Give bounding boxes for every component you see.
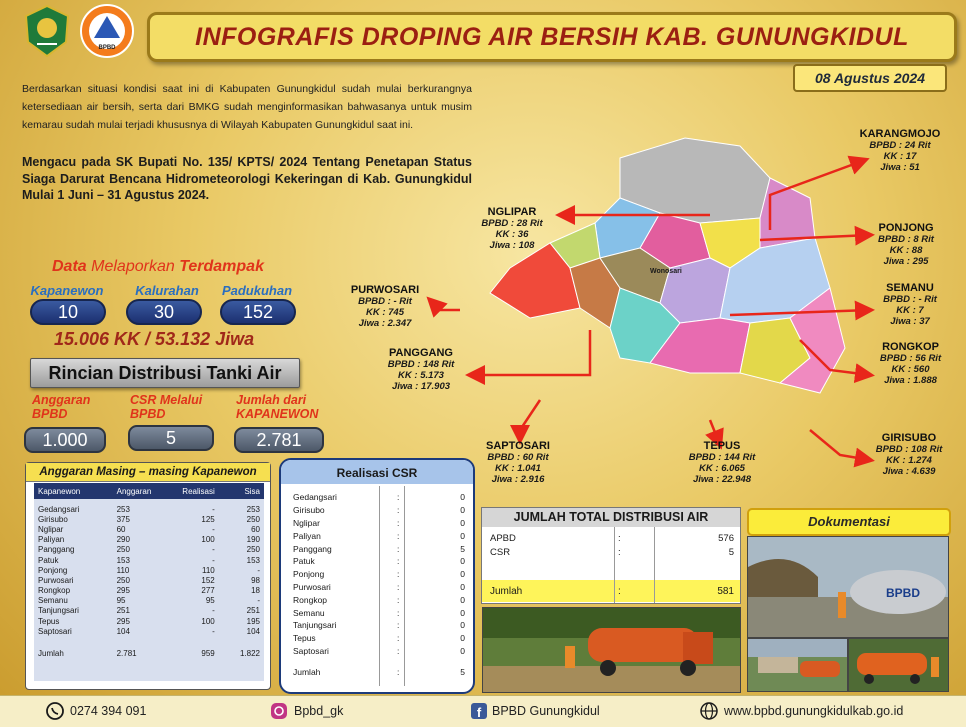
table-cell: 100 [201, 535, 215, 545]
csr-cell: 0 [460, 607, 465, 618]
csr-row: Ponjong : 0 [281, 568, 473, 581]
table-cell: 110 [116, 565, 130, 575]
table-cell: 104 [246, 626, 260, 636]
table-cell: Ponjong [38, 565, 68, 575]
csr-cell: Patuk [293, 556, 315, 567]
dist-value-kapanewon: 2.781 [234, 427, 324, 453]
page-title: INFOGRAFIS DROPING AIR BERSIH KAB. GUNUNGKIDUL [195, 22, 909, 51]
map-label-purwosari: PURWOSARI BPBD : - Rit KK : 745 Jiwa : 2.347 [350, 284, 420, 329]
affected-title: Data Melaporkan Terdampak [52, 258, 264, 275]
kk-jiwa-total: 15.006 KK / 53.132 Jiwa [54, 329, 255, 349]
distribution-title: Rincian Distribusi Tanki Air [30, 358, 300, 388]
csr-row: Semanu : 0 [281, 606, 473, 619]
csr-cell: Saptosari [293, 645, 329, 656]
table-cell: Gedangsari [38, 504, 80, 514]
instagram-icon [270, 702, 288, 725]
truck-label: BPBD [885, 586, 921, 600]
table-cell: Tanjungsari [38, 606, 79, 616]
table-cell: - [212, 545, 215, 555]
decree-paragraph: Mengacu pada SK Bupati No. 135/ KPTS/ 2024 Tentang Penetapan Status Siaga Darurat Bencana Hidrometeorologi Kekeringan di Kab. Gunungkidul Mulai 1 Juni – 31 Agustus 2024. [22, 155, 472, 202]
table-cell: Tepus [38, 616, 60, 626]
table-cell: - [212, 626, 215, 636]
documentation-title: Dokumentasi [747, 508, 951, 536]
csr-cell: 0 [460, 633, 465, 644]
table-cell: 251 [246, 606, 260, 616]
table-cell: 290 [116, 535, 130, 545]
csr-title: Realisasi CSR [281, 460, 473, 484]
csr-row: Panggang : 5 [281, 542, 473, 555]
table-cell: Purwosari [38, 575, 74, 585]
dist-value-apbd: 1.000 [24, 427, 106, 453]
stat-value-kapanewon: 10 [30, 299, 106, 325]
table-cell: 152 [201, 575, 215, 585]
csr-row: Rongkop : 0 [281, 593, 473, 606]
footer-website[interactable]: www.bpbd.gunungkidulkab.go.id [724, 704, 904, 718]
csr-cell: Semanu [293, 607, 325, 618]
facebook-icon [470, 702, 488, 725]
table-cell: 60 [116, 524, 126, 534]
table-cell: 110 [202, 565, 215, 575]
table-cell: 98 [251, 575, 260, 585]
csr-cell: Paliyan [293, 530, 321, 541]
table-cell: 95 [205, 596, 215, 606]
table-cell: 277 [201, 586, 215, 596]
csr-cell: 0 [460, 645, 465, 656]
csr-cell: Tepus [293, 633, 316, 644]
table-cell: 153 [246, 555, 260, 565]
table-cell: 153 [116, 555, 130, 565]
stat-value-kalurahan: 30 [126, 299, 202, 325]
grand-total-title: JUMLAH TOTAL DISTRIBUSI AIR [482, 508, 740, 527]
table-cell: 195 [246, 616, 260, 626]
report-date: 08 Agustus 2024 [793, 64, 947, 92]
table-cell: - [212, 504, 215, 514]
csr-cell: 0 [460, 556, 465, 567]
csr-cell: Ponjong [293, 569, 325, 580]
csr-row: Girisubo : 0 [281, 504, 473, 517]
csr-cell: 0 [460, 492, 465, 503]
csr-cell: 0 [460, 620, 465, 631]
table-cell: 104 [116, 626, 130, 636]
csr-row: Tepus : 0 [281, 632, 473, 645]
dist-value-csr: 5 [128, 425, 214, 451]
table-cell: 250 [246, 514, 260, 524]
map-label-semanu: SEMANU BPBD : - Rit KK : 7 Jiwa : 37 [883, 282, 937, 327]
whatsapp-icon [46, 702, 64, 725]
budget-total-row: Jumlah 2.781 959 1.822 [38, 649, 260, 659]
table-cell: - [212, 555, 215, 565]
table-cell: 18 [251, 586, 260, 596]
col-header: Anggaran [116, 486, 152, 496]
col-header: Kapanewon [38, 486, 81, 496]
map-label-saptosari: SAPTOSARI BPBD : 60 Rit KK : 1.041 Jiwa : 2.916 [486, 440, 550, 485]
csr-row: Saptosari : 0 [281, 645, 473, 658]
csr-cell: 0 [460, 581, 465, 592]
footer [0, 695, 966, 727]
csr-cell: 0 [460, 569, 465, 580]
table-cell: Panggang [38, 545, 75, 555]
map-label-ponjong: PONJONG BPBD : 8 Rit KK : 88 Jiwa : 295 [878, 222, 934, 267]
map-label-nglipar: NGLIPAR BPBD : 28 Rit KK : 36 Jiwa : 108 [481, 206, 543, 251]
csr-cell: 0 [460, 517, 465, 528]
grand-total-sum: Jumlah : 581 [482, 580, 740, 602]
dist-label-kapanewon: Jumlah dari KAPANEWON [236, 393, 319, 421]
footer-phone[interactable]: 0274 394 091 [70, 704, 147, 718]
map-label-girisubo: GIRISUBO BPBD : 108 Rit KK : 1.274 Jiwa : 4.639 [875, 432, 943, 477]
table-cell: 253 [246, 504, 260, 514]
csr-cell: Tanjungsari [293, 620, 337, 631]
csr-cell: Purwosari [293, 581, 331, 592]
table-cell: 190 [246, 535, 260, 545]
table-cell: 125 [201, 514, 215, 524]
table-cell: - [257, 565, 260, 575]
stat-label-padukuhan: Padukuhan [221, 283, 293, 298]
table-cell: 375 [116, 514, 130, 524]
svg-text:f: f [476, 705, 482, 720]
csr-cell: Gedangsari [293, 492, 337, 503]
grand-total-row: CSR : 5 [490, 546, 734, 558]
table-cell: - [257, 596, 260, 606]
stat-value-padukuhan: 152 [220, 299, 296, 325]
csr-cell: Girisubo [293, 505, 325, 516]
col-header: Sisa [244, 486, 260, 496]
map-label-panggang: PANGGANG BPBD : 148 Rit KK : 5.173 Jiwa : 17.903 [387, 347, 455, 392]
grand-total-row: APBD : 576 [490, 532, 734, 544]
intro-paragraph: Berdasarkan situasi kondisi saat ini di Kabupaten Gunungkidul sudah mulai berkurangnya ketersediaan air bersih, serta dari BMKG sudah menginformasikan bahwasanya untuk musim kemarau sudah mulai terjadi khususnya di Wilayah Kabupaten Gunungkidul saat ini. [22, 83, 472, 131]
table-cell: 100 [201, 616, 215, 626]
csr-row: Gedangsari : 0 [281, 491, 473, 504]
stat-label-kapanewon: Kapanewon [30, 283, 104, 298]
map-label-rongkop: RONGKOP BPBD : 56 Rit KK : 560 Jiwa : 1.888 [879, 341, 942, 386]
table-cell: Girisubo [38, 514, 68, 524]
csr-row: Paliyan : 0 [281, 529, 473, 542]
map-label-karangmojo: KARANGMOJO BPBD : 24 Rit KK : 17 Jiwa : 51 [859, 128, 941, 173]
csr-cell: Nglipar [293, 517, 320, 528]
csr-row: Tanjungsari : 0 [281, 619, 473, 632]
csr-cell: 0 [460, 530, 465, 541]
table-cell: Paliyan [38, 535, 65, 545]
csr-row: Nglipar : 0 [281, 517, 473, 530]
table-cell: Rongkop [38, 586, 71, 596]
csr-row: Patuk : 0 [281, 555, 473, 568]
table-cell: - [212, 524, 215, 534]
table-cell: 250 [116, 575, 130, 585]
table-cell: Semanu [38, 596, 68, 606]
csr-total-row: Jumlah : 5 [293, 666, 465, 677]
table-cell: Saptosari [38, 626, 72, 636]
footer-instagram[interactable]: Bpbd_gk [294, 704, 344, 718]
csr-cell: Rongkop [293, 594, 328, 605]
table-cell: 60 [251, 524, 260, 534]
bpbd-logo-text: BPBD [98, 45, 116, 51]
table-cell: 253 [116, 504, 130, 514]
csr-row: Purwosari : 0 [281, 581, 473, 594]
col-header: Realisasi [182, 486, 215, 496]
table-cell: 95 [116, 596, 126, 606]
table-cell: Patuk [38, 555, 59, 565]
budget-table-title: Anggaran Masing – masing Kapanewon [26, 463, 270, 482]
dist-label-csr: CSR Melalui BPBD [130, 393, 203, 421]
map-label-tepus: TEPUS BPBD : 144 Rit KK : 6.065 Jiwa : 22.948 [688, 440, 756, 485]
globe-icon [700, 702, 718, 725]
footer-facebook[interactable]: BPBD Gunungkidul [492, 704, 600, 718]
csr-cell: Panggang [293, 543, 332, 554]
map-center-label: Wonosari [650, 268, 682, 275]
table-cell: 251 [116, 606, 130, 616]
csr-cell: 0 [460, 594, 465, 605]
table-cell: 250 [246, 545, 260, 555]
table-cell: 250 [116, 545, 130, 555]
csr-cell: 5 [460, 543, 465, 554]
dist-label-apbd: Anggaran BPBD [32, 393, 91, 421]
table-cell: 295 [116, 586, 130, 596]
table-cell: - [212, 606, 215, 616]
table-cell: 295 [116, 616, 130, 626]
table-cell: Nglipar [38, 524, 64, 534]
stat-label-kalurahan: Kalurahan [135, 283, 199, 298]
csr-cell: 0 [460, 505, 465, 516]
